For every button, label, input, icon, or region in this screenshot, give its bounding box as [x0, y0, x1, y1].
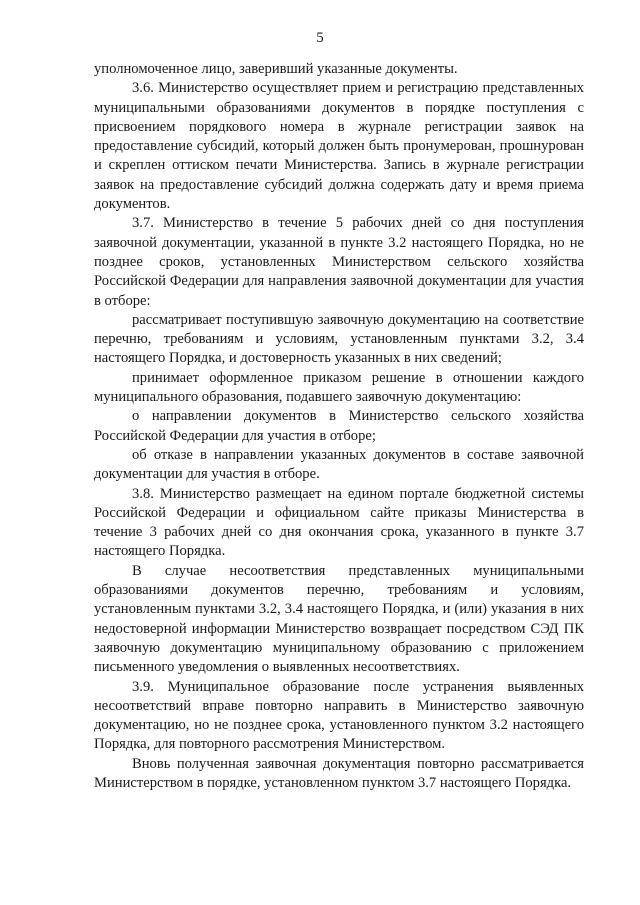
paragraph-3-9: 3.9. Муниципальное образование после устранения выявленных несоответствий вправе повторно направить в Министерство заявочную документацию, но не позднее срока, установленного пунктом 3.2 настоящего Порядка, для повторного рассмотрения Министерством.	[94, 678, 584, 753]
paragraph-continuation: уполномоченное лицо, заверивший указанные документы.	[94, 61, 458, 77]
paragraph-3-9-resubmission: Вновь полученная заявочная документация повторно рассматривается Министерством в порядке, установленном пунктом 3.7 настоящего Порядка.	[94, 755, 584, 791]
paragraph-3-7-decision: принимает оформленное приказом решение в отношении каждого муниципального образования, подавшего заявочную документацию:	[94, 369, 584, 406]
paragraph-3-8-mismatch: В случае несоответствия представленных муниципальными образованиями документов перечню, требованиям и условиям, установленным пунктами 3.2, 3.4 настоящего Порядка, и (или) указания в них недостоверной информации Министерство возвращает посредством СЭД ПК заявочную документацию муниципальному образованию с приложением письменного уведомления о выявленных несоответствиях.	[94, 562, 584, 676]
paragraph-3-7: 3.7. Министерство в течение 5 рабочих дней со дня поступления заявочной документации, указанной в пункте 3.2 настоящего Порядка, но не позднее сроков, установленных Министерством сельского хозяйства Российской Федерации для направления заявочной документации для участия в отборе:	[94, 215, 584, 309]
paragraph-3-7-review: рассматривает поступившую заявочную документацию на соответствие перечню, требованиям и условиям, установленным пунктами 3.2, 3.4 настоящего Порядка, и достоверность указанных в них сведений;	[94, 311, 584, 367]
page-number: 5	[316, 30, 324, 46]
paragraph-3-6: 3.6. Министерство осуществляет прием и регистрацию представленных муниципальными образованиями документов в порядке поступления с присвоением порядкового номера в журнале регистрации заявок на предоставление субсидий, который должен быть пронумерован, прошнурован и скреплен оттиском печати Министерства. Запись в журнале регистрации заявок на предоставление субсидий должна содержать дату и время приема документов.	[94, 80, 584, 213]
paragraph-3-7-decision-refuse: об отказе в направлении указанных документов в составе заявочной документации для участия в отборе.	[94, 446, 584, 483]
paragraph-3-8: 3.8. Министерство размещает на едином портале бюджетной системы Российской Федерации и официальном сайте приказы Министерства в течение 3 рабочих дней со дня окончания срока, указанного в пункте 3.7 настоящего Порядка.	[94, 485, 584, 560]
document-body[interactable]	[94, 60, 584, 793]
paragraph-3-7-decision-send: о направлении документов в Министерство сельского хозяйства Российской Федерации для участия в отборе;	[94, 408, 584, 444]
